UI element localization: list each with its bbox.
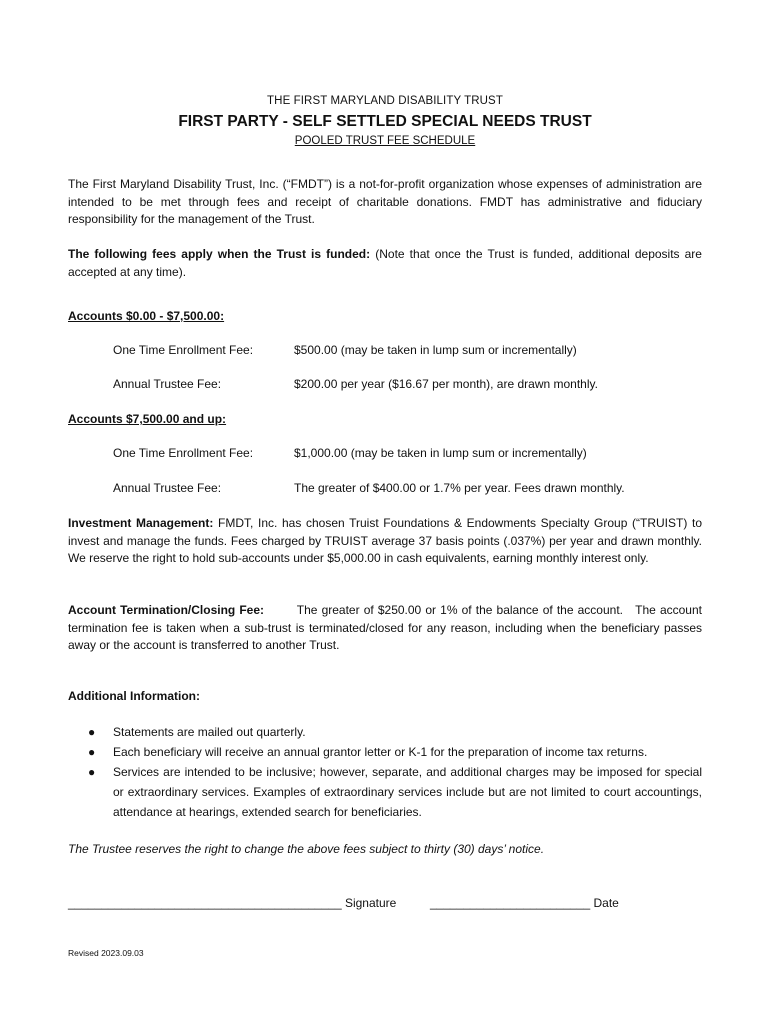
funded-note-text: (Note that once the Trust is funded, additional deposits are accepted at any time).: [68, 247, 702, 279]
termination-text: The greater of $250.00 or 1% of the balance of the account. The account termination fee is taken when a sub-trust is terminated/closed for any reason, including when the beneficiary passes away or the account is transferred to another Trust.: [68, 603, 706, 652]
tier-2-trustee-label: Annual Trustee Fee:: [113, 481, 222, 495]
list-item-text: Each beneficiary will receive an annual grantor letter or K-1 for the preparation of income tax returns.: [113, 745, 648, 759]
list-item: [68, 722, 702, 742]
tier-1-heading: Accounts $0.00 - $7,500.00:: [68, 309, 225, 323]
tier-2-heading: Accounts $7,500.00 and up:: [68, 412, 227, 426]
additional-info-list: [68, 722, 702, 822]
tier-1-enrollment-label: One Time Enrollment Fee:: [113, 343, 254, 357]
list-item-text: Services are intended to be inclusive; however, separate, and additional charges may be imposed for special or extraordinary services. Examples of extraordinary services include but are not limited to court accountings, attendance at hearings, extended search for beneficiaries.: [113, 765, 702, 819]
additional-info-heading: Additional Information:: [68, 689, 200, 703]
signature-line: _________________________________________ Signature: [68, 896, 397, 910]
bullet-dot-icon: ●: [88, 725, 96, 739]
tier-2-enrollment-value: $1,000.00 (may be taken in lump sum or incrementally): [294, 446, 587, 460]
termination-paragraph: [68, 602, 706, 655]
document-subtitle: POOLED TRUST FEE SCHEDULE: [294, 135, 476, 147]
bullet-dot-icon: ●: [88, 745, 96, 759]
trustee-notice: The Trustee reserves the right to change the above fees subject to thirty (30) days’ notice.: [68, 842, 545, 856]
tier-2-enrollment-label: One Time Enrollment Fee:: [113, 446, 254, 460]
date-line: ________________________ Date: [430, 896, 619, 910]
tier-1-trustee-label: Annual Trustee Fee:: [113, 377, 222, 391]
tier-1-trustee-value: $200.00 per year ($16.67 per month), are drawn monthly.: [294, 377, 598, 391]
revision-date: Revised 2023.09.03: [68, 948, 144, 958]
termination-bold: Account Termination/Closing Fee:: [68, 603, 265, 617]
bullet-dot-icon: ●: [88, 765, 96, 779]
list-item: [68, 742, 702, 762]
tier-2-trustee-value: The greater of $400.00 or 1.7% per year. Fees drawn monthly.: [294, 481, 625, 495]
funded-note-paragraph: [68, 246, 702, 281]
list-item: [68, 762, 702, 822]
funded-note-bold: The following fees apply when the Trust is funded:: [68, 247, 371, 261]
investment-paragraph: [68, 515, 702, 568]
intro-paragraph: The First Maryland Disability Trust, Inc. (“FMDT”) is a not-for-profit organization whose expenses of administration are intended to be met through fees and receipt of charitable donations. FMDT has administrative and fiduciary responsibility for the management of the Trust.: [68, 177, 702, 226]
investment-bold: Investment Management:: [68, 516, 214, 530]
tier-1-enrollment-value: $500.00 (may be taken in lump sum or incrementally): [294, 343, 577, 357]
list-item-text: Statements are mailed out quarterly.: [113, 725, 306, 739]
investment-text: FMDT, Inc. has chosen Truist Foundations & Endowments Specialty Group (“TRUIST) to invest and manage the funds. Fees charged by TRUIST average 37 basis points (.037%) per year and drawn monthly. We reserve the right to hold sub-accounts under $5,000.00 in cash equivalents, earning monthly interest only.: [68, 516, 702, 565]
organization-name: THE FIRST MARYLAND DISABILITY TRUST: [267, 95, 503, 107]
document-title: FIRST PARTY - SELF SETTLED SPECIAL NEEDS TRUST: [178, 113, 592, 130]
